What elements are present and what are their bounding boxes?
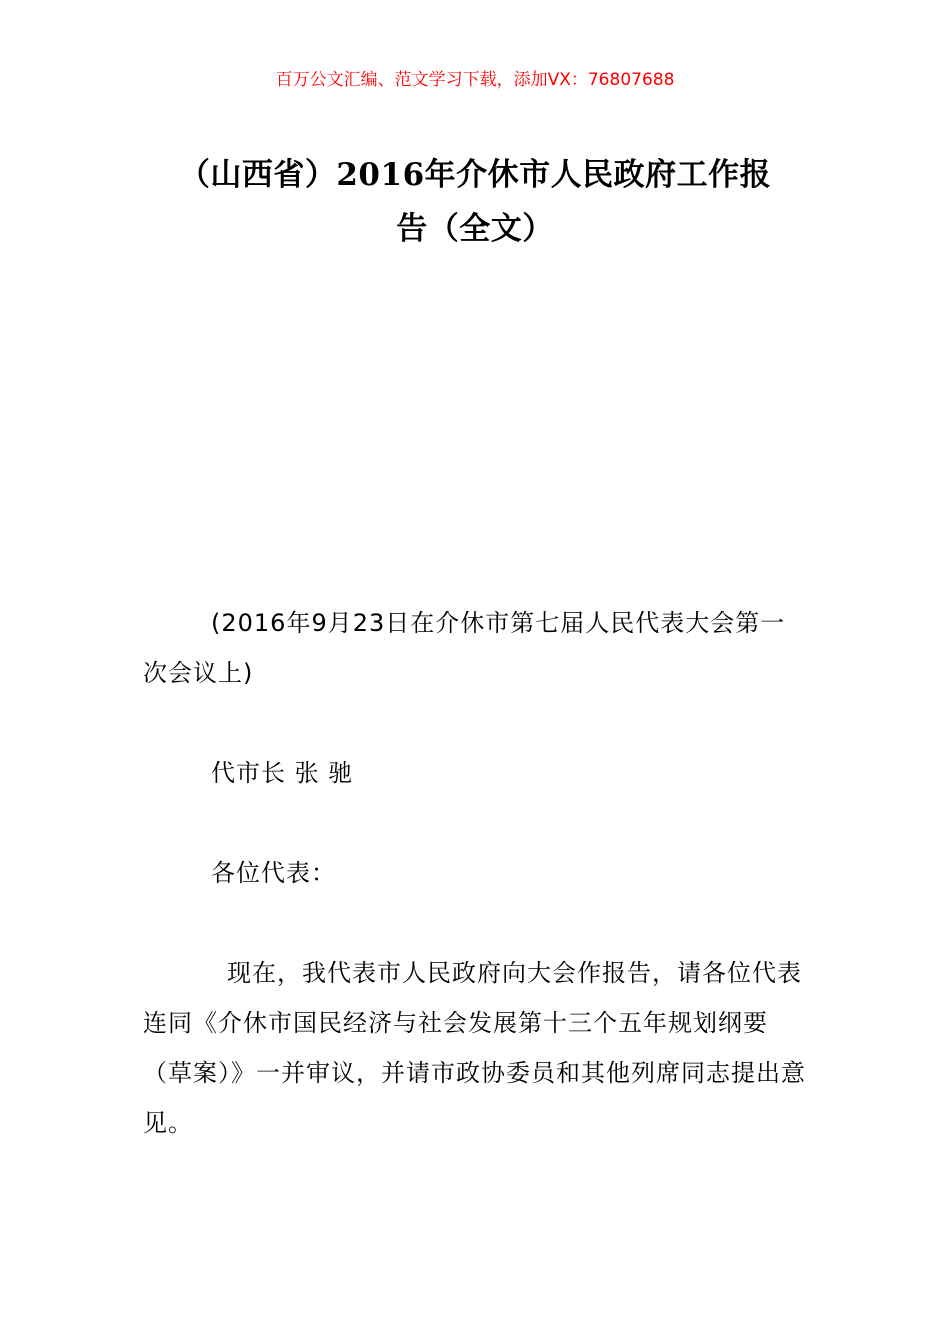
header-banner: 百万公文汇编、范文学习下载，添加VX：76807688 bbox=[275, 70, 675, 90]
title-line-2: 告（全文） bbox=[396, 211, 554, 247]
page-title bbox=[135, 148, 815, 256]
speaker-line: 代市长 张 驰 bbox=[211, 759, 354, 787]
greeting: 各位代表： bbox=[211, 859, 336, 887]
meeting-note: (2016年9月23日在介休市第七届人民代表大会第一次会议上) bbox=[143, 609, 786, 687]
title-line-1: （山西省）2016年介休市人民政府工作报 bbox=[178, 157, 772, 193]
intro-paragraph: 现在，我代表市人民政府向大会作报告，请各位代表连同《介休市国民经济与社会发展第十三个五年规划纲要（草案）》一并审议，并请市政协委员和其他列席同志提出意见。 bbox=[143, 959, 806, 1137]
